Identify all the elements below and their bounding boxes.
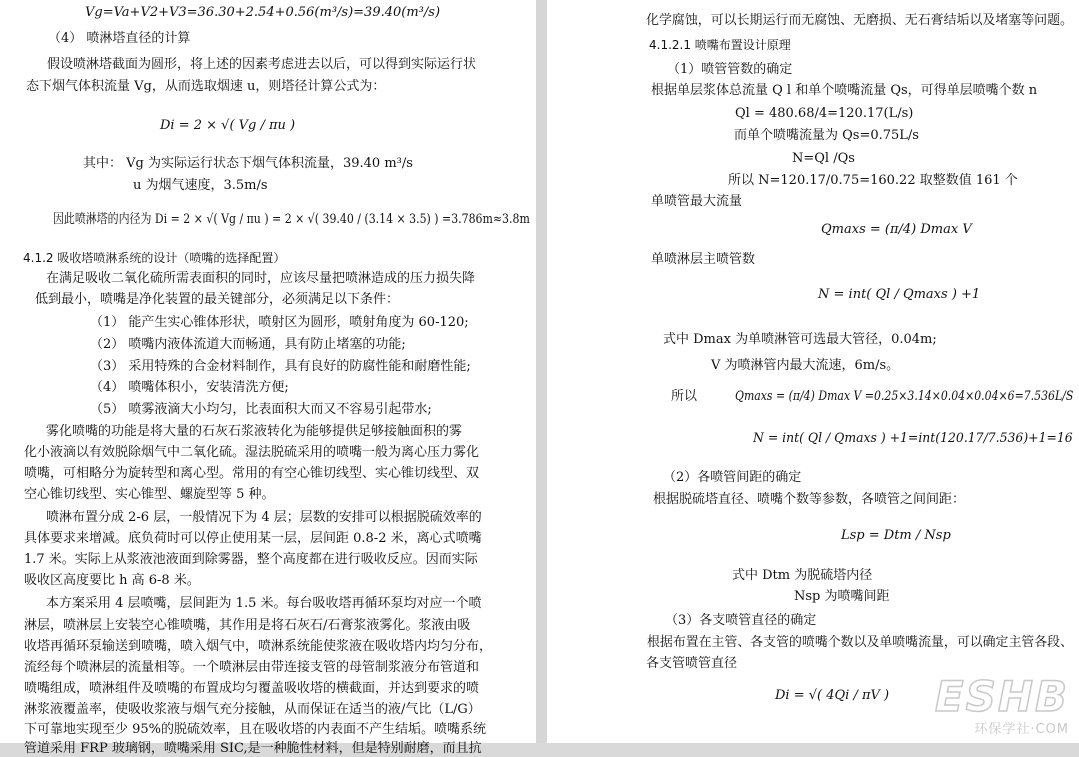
text-line: 式中 Dtm 为脱硫塔内径: [732, 568, 873, 583]
text-line: 其中： Vg 为实际运行状态下烟气体积流量，39.40 m³/s: [83, 156, 413, 171]
text-line: 1.7 米。实际上从浆液池液面到除雾器，整个高度都在进行吸收反应。因而实际: [24, 552, 478, 567]
text-line: （4） 喷淋塔直径的计算: [48, 31, 191, 46]
text-line: 在满足吸收二氧化硫所需表面积的同时，应该尽量把喷淋造成的压力损失降: [46, 271, 476, 286]
text-line: 单喷管最大流量: [651, 194, 743, 209]
text-line: 收塔再循环泵输送到喷嘴，喷入烟气中，喷淋系统能使浆液在吸收塔内均匀分布，: [24, 639, 493, 654]
text-line: 低到最小，喷嘴是净化装置的最关键部分，必须满足以下条件：: [35, 292, 400, 307]
text-line: Nsp 为喷嘴间距: [794, 589, 890, 604]
text-line: 淋浆液覆盖率，使吸收浆液与烟气充分接触，从而保证在适当的液/气比（L/G）: [24, 702, 481, 717]
text-line: 化小液滴以有效脱除烟气中二氧化硫。湿法脱硫采用的喷嘴一般为离心压力雾化: [24, 445, 480, 460]
list-item: （5） 喷雾液滴大小均匀，比表面积大而又不容易引起带水;: [90, 402, 432, 417]
equation: Qmaxs = (π/4) Dmax V =0.25×3.14×0.04×0.04×6=7.536L/S: [735, 389, 1074, 404]
text-line: 态下烟气体积流量 Vg，从而选取烟速 u，则塔径计算公式为：: [26, 79, 386, 94]
text-line: 吸收区高度要比 h 高 6-8 米。: [24, 573, 200, 588]
text-line: 喷嘴，可相略分为旋转型和离心型。常用的有空心锥切线型、实心锥切线型、双: [24, 466, 480, 481]
text-line: 假设喷淋塔截面为圆形，将上述的因素考虑进去以后，可以得到实际运行状: [47, 57, 477, 72]
text-line: 流经每个喷淋层的流量相等。一个喷淋层由带连接支管的母管制浆液分布管道和: [24, 660, 480, 675]
list-item: （4） 喷嘴体积小，安装清洗方便;: [90, 380, 289, 395]
section-heading: 4.1.2.1 喷嘴布置设计原理: [649, 38, 791, 52]
equation: N = int( Ql / Qmaxs ) +1: [818, 287, 981, 302]
text-line: 喷淋布置分成 2-6 层，一般情况下为 4 层；层数的安排可以根据脱硫效率的: [46, 510, 482, 525]
text-line: （3）各支喷管直径的确定: [665, 613, 817, 628]
text-line: Vg=Va+V2+V3=36.30+2.54+0.56(m³/s)=39.40(m³/s): [85, 5, 441, 20]
page-gap: [536, 0, 547, 743]
text-line: 雾化喷嘴的功能是将大量的石灰石浆液转化为能够提供足够接触面积的雾: [46, 424, 463, 439]
left-page: [0, 0, 536, 756]
text-line: 管道采用 FRP 玻璃钢，喷嘴采用 SIC,是一种脆性材料，但是特别耐磨，而且抗: [24, 741, 482, 756]
text-line: 淋层，喷淋层上安装空心锥喷嘴，其作用是将石灰石/石膏浆液雾化。浆液由吸: [24, 618, 471, 633]
list-item: （3） 采用特殊的合金材料制作，具有良好的防腐性能和耐磨性能;: [90, 359, 471, 374]
equation: Di = √( 4Qi / πV ): [775, 688, 890, 703]
text-line: 而单个喷嘴流量为 Qs=0.75L/s: [734, 128, 919, 143]
equation: N=Ql /Qs: [792, 151, 855, 166]
watermark-logo: ESHB: [934, 672, 1069, 721]
text-line: 喷嘴组成，喷淋组件及喷嘴的布置成均匀覆盖吸收塔的横截面，并达到要求的喷: [24, 681, 480, 696]
list-item: （2） 喷嘴内液体流道大而畅通，具有防止堵塞的功能;: [90, 337, 406, 352]
watermark: [934, 672, 1069, 737]
text-line: 根据脱硫塔直径、喷嘴个数等参数，各喷管之间间距：: [653, 492, 966, 507]
right-page: [547, 0, 1079, 743]
text-line: V 为喷淋管内最大流速，6m/s。: [711, 358, 900, 373]
equation: 因此喷淋塔的内径为 Di = 2 × √( Vg / πu ) = 2 × √( 39.40 / (3.14 × 3.5) ) =3.786m≈3.8m: [53, 212, 530, 227]
text-line: 根据布置在主管、各支管的喷嘴个数以及单喷嘴流量，可以确定主管各段、: [647, 635, 1074, 650]
text-line: 化学腐蚀，可以长期运行而无腐蚀、无磨损、无石膏结垢以及堵塞等问题。: [646, 13, 1074, 28]
equation: N = int( Ql / Qmaxs ) +1=int(120.17/7.536)+1=16: [753, 431, 1073, 446]
text-line: 各支管喷管直径: [646, 656, 738, 671]
text-line: （1）喷管管数的确定: [667, 62, 793, 77]
section-heading: 4.1.2 吸收塔喷淋系统的设计（喷嘴的选择配置）: [23, 251, 286, 265]
watermark-tagline: 环保学社·COM: [974, 722, 1069, 737]
equation: Ql = 480.68/4=120.17(L/s): [735, 106, 914, 121]
equation: Qmaxs = (π/4) Dmax V: [821, 222, 972, 237]
text-line: 单喷淋层主喷管数: [651, 252, 756, 267]
text-line: 所以: [671, 389, 698, 404]
equation: Di = 2 × √( Vg / πu ): [160, 118, 296, 133]
text-line: 下可靠地实现至少 95%的脱硫效率，且在吸收塔的内表面不产生结垢。喷嘴系统: [24, 722, 487, 737]
text-line: 空心锥切线型、实心锥型、螺旋型等 5 种。: [24, 487, 275, 502]
text-line: 具体要求来增减。底负荷时可以停止使用某一层，层间距 0.8-2 米，离心式喷嘴: [24, 531, 482, 546]
text-line: 本方案采用 4 层喷嘴，层间距为 1.5 米。每台吸收塔再循环泵均对应一个喷: [46, 596, 482, 611]
text-line: 式中 Dmax 为单喷淋管可选最大管径，0.04m;: [663, 332, 937, 347]
list-item: （1） 能产生实心锥体形状，喷射区为圆形，喷射角度为 60-120;: [90, 315, 469, 330]
text-line: （2）各喷管间距的确定: [663, 470, 802, 485]
equation: Lsp = Dtm / Nsp: [841, 528, 951, 543]
text-line: u 为烟气速度，3.5m/s: [133, 178, 268, 193]
text-line: 所以 N=120.17/0.75=160.22 取整数值 161 个: [728, 173, 1018, 188]
text-line: 根据单层浆体总流量 Q l 和单个喷嘴流量 Qs，可得单层喷嘴个数 n: [651, 83, 1038, 98]
